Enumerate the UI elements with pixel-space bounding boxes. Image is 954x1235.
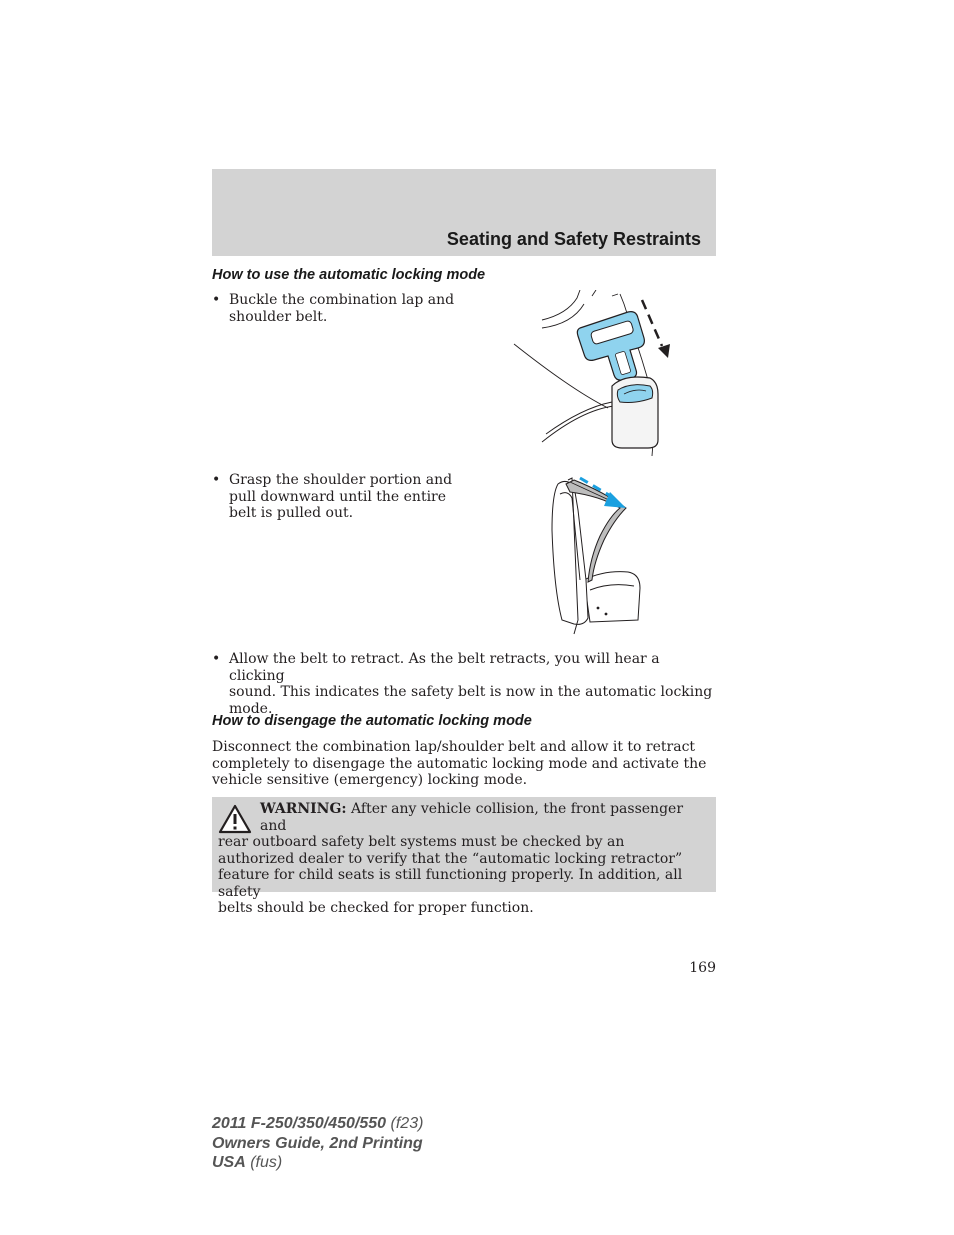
warning-triangle-icon	[218, 804, 252, 834]
bullet-dot: •	[212, 651, 221, 667]
document-footer	[212, 1114, 423, 1173]
footer-line-market	[212, 1153, 423, 1173]
step-line: shoulder belt.	[229, 308, 328, 325]
section-header-band	[212, 169, 716, 256]
subheading-use-automatic-locking: How to use the automatic locking mode	[212, 267, 486, 283]
warning-line: belts should be checked for proper function.	[218, 900, 534, 916]
warning-label: WARNING:	[260, 801, 347, 817]
step-line: mode.	[229, 700, 273, 717]
subheading-disengage-automatic-locking: How to disengage the automatic locking mode	[212, 713, 532, 729]
step-allow-retract	[212, 651, 716, 717]
warning-line: rear outboard safety belt systems must be checked by an	[218, 834, 625, 850]
step-buckle-belt	[212, 292, 454, 325]
step-line: Allow the belt to retract. As the belt retracts, you will hear a clicking	[229, 651, 660, 684]
step-line: pull downward until the entire	[229, 488, 447, 505]
buckle-illustration	[512, 290, 692, 458]
footer-model-code: (f23)	[386, 1115, 424, 1132]
page-number: 169	[689, 960, 716, 976]
step-line: Grasp the shoulder portion and	[229, 472, 453, 488]
section-title: Seating and Safety Restraints	[446, 229, 701, 249]
step-line: Buckle the combination lap and	[229, 292, 455, 308]
warning-text: After any vehicle collision, the front passenger and	[260, 801, 684, 834]
warning-line	[218, 801, 710, 834]
footer-market-code: (fus)	[245, 1154, 283, 1171]
paragraph-line: Disconnect the combination lap/shoulder belt and allow it to retract	[212, 739, 696, 755]
footer-line-model	[212, 1114, 423, 1134]
warning-line: feature for child seats is still functioning properly. In addition, all safety	[218, 867, 683, 900]
bullet-dot: •	[212, 472, 221, 488]
step-pull-shoulder-belt	[212, 472, 452, 522]
warning-box	[212, 797, 716, 916]
bullet-dot: •	[212, 292, 221, 308]
paragraph-line: completely to disengage the automatic locking mode and activate the	[212, 755, 707, 772]
footer-line-guide: Owners Guide, 2nd Printing	[212, 1134, 423, 1152]
step-line: belt is pulled out.	[229, 505, 354, 521]
footer-market: USA	[212, 1154, 246, 1171]
footer-model: 2011 F-250/350/450/550	[212, 1115, 387, 1132]
seat-belt-pull-illustration	[544, 470, 650, 638]
disengage-paragraph	[212, 739, 716, 789]
paragraph-line: vehicle sensitive (emergency) locking mode.	[212, 772, 528, 788]
warning-line: authorized dealer to verify that the “automatic locking retractor”	[218, 850, 683, 867]
step-line: sound. This indicates the safety belt is now in the automatic locking	[229, 684, 713, 700]
